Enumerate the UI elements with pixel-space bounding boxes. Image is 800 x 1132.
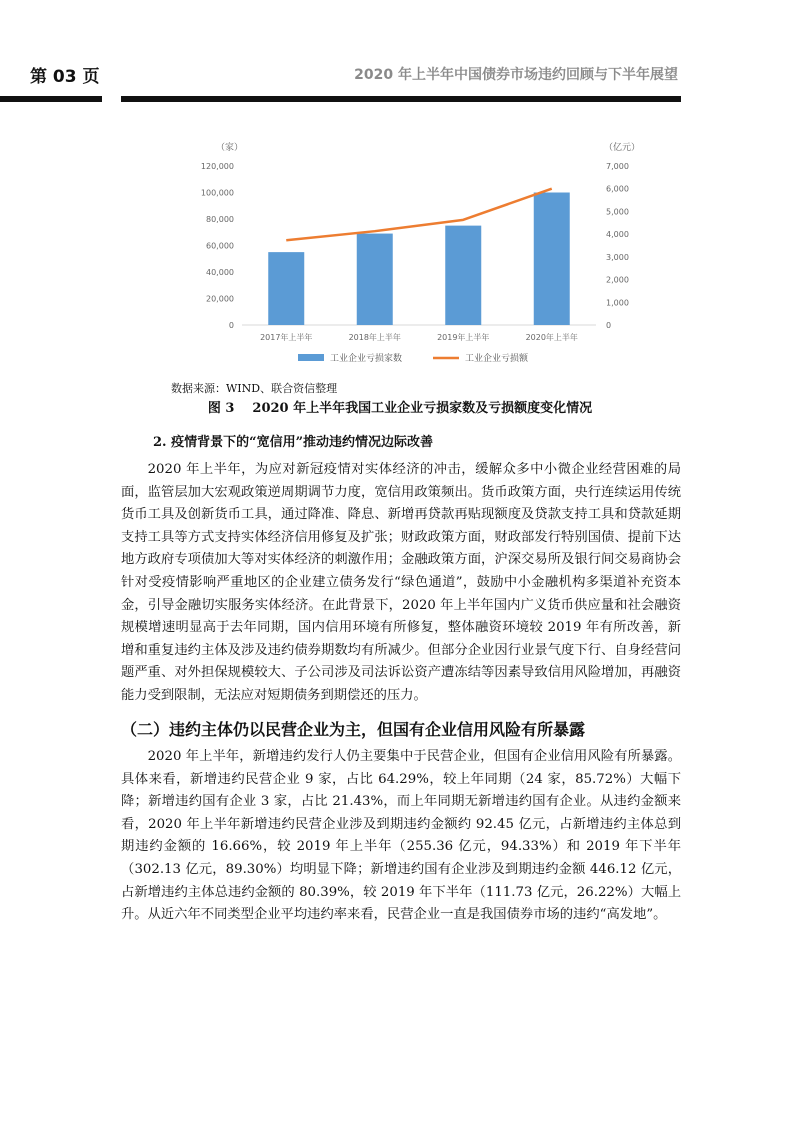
left-axis-unit: （家） — [216, 143, 244, 153]
paragraph-private-enterprises — [121, 746, 681, 927]
legend-swatch-bar — [298, 354, 324, 361]
right-tick-label: 6,000 — [606, 184, 629, 194]
left-tick-label: 80,000 — [206, 215, 234, 224]
right-tick-label: 2,000 — [606, 275, 629, 285]
left-tick-label: 60,000 — [206, 241, 234, 251]
figure-caption — [0, 397, 800, 416]
right-tick-label: 5,000 — [606, 207, 629, 217]
paragraph-text: 2020 年上半年，为应对新冠疫情对实体经济的冲击，缓解众多中小微企业经营困难的局面，监管层加大宏观政策逆周期调节力度，宽信用政策频出。货币政策方面，央行连续运用传统货币工具及创新货币工具，通过降准、降息、新增再贷款再贴现额度及贷款支持工具和贷款延期支持工具等方式支持实体经济信用修复及扩张；财政政策方面，财政部发行特别国债、提前下达地方政府专项债加大等对实体经济的刺激作用；金融政策方面，沪深交易所及银行间交易商协会针对受疫情影响严重地区的企业建立债务发行“绿色通道”，鼓励中小金融机构多渠道补充资本金，引导金融切实服务实体经济。在此背景下，2020 年上半年国内广义货币供应量和社会融资规模增速明显高于去年同期，国内信用环境有所修复，整体融资环境较 2019 年有所改善，新增和重复违约主体及涉及违约债券期数均有所减少。但部分企业因行业景气度下行、自身经营问题严重、对外担保规模较大、子公司涉及司法诉讼资产遭冻结等因素导致信用风险增加，再融资能力受到限制，无法应对短期债务到期偿还的压力。 — [121, 462, 681, 703]
category-label: 2020年上半年 — [525, 333, 578, 342]
header-rule-right — [121, 96, 681, 102]
figure-source: 数据来源：WIND、联合资信整理 — [171, 382, 338, 395]
right-tick-label: 0 — [606, 321, 612, 330]
bar-2 — [357, 234, 393, 325]
category-label: 2017年上半年 — [260, 333, 313, 342]
right-tick-label: 3,000 — [606, 252, 629, 262]
paragraph-text: 2020 年上半年，新增违约发行人仍主要集中于民营企业，但国有企业信用风险有所暴露。具体来看，新增违约民营企业 9 家，占比 64.29%，较上年同期（24 家，85.72%）大幅下降；新增违约国有企业 3 家，占比 21.43%，而上年同期无新增违约国有企业。从违约金额来看，2020 年上半年新增违约民营企业涉及到期违约金额约 92.45 亿元，占新增违约主体总到期违约金额的 16.66%，较 2019 年上半年（255.36 亿元，94.33%）和 2019 年下半年（302.13 亿元，89.30%）均明显下降；新增违约国有企业涉及到期违约金额 446.12 亿元，占新增违约主体总违约金额的 80.39%，较 2019 年下半年（111.73 亿元，26.22%）大幅上升。从近六年不同类型企业平均违约率来看，民营企业一直是我国债券市场的违约“高发地”。 — [121, 749, 681, 923]
legend-label-bar: 工业企业亏损家数 — [330, 354, 403, 364]
loss-chart — [196, 130, 641, 380]
section-heading-private-enterprises: （二）违约主体仍以民营企业为主，但国有企业信用风险有所暴露 — [121, 720, 586, 739]
figure-title: 2020 年上半年我国工业企业亏损家数及亏损额度变化情况 — [252, 401, 593, 416]
page-number: 第 03 页 — [30, 67, 100, 87]
section-heading-wide-credit: 2. 疫情背景下的“宽信用”推动违约情况边际改善 — [153, 435, 434, 450]
left-tick-label: 0 — [228, 321, 234, 330]
left-tick-label: 100,000 — [200, 188, 234, 198]
loss-chart-svg — [196, 130, 641, 380]
right-axis-unit: （亿元） — [604, 143, 641, 153]
legend-label-line: 工业企业亏损额 — [465, 354, 529, 364]
left-tick-label: 40,000 — [206, 268, 234, 277]
right-tick-label: 4,000 — [606, 230, 629, 240]
loss-amount-line — [286, 189, 552, 241]
bar-3 — [445, 226, 481, 325]
bar-1 — [268, 252, 304, 325]
figure-number: 图 3 — [207, 401, 235, 416]
left-tick-label: 120,000 — [200, 162, 234, 171]
document-title: 2020 年上半年中国债券市场违约回顾与下半年展望 — [354, 67, 678, 83]
category-label: 2018年上半年 — [348, 333, 401, 342]
right-tick-label: 1,000 — [606, 298, 629, 308]
paragraph-wide-credit — [121, 459, 681, 708]
category-label: 2019年上半年 — [437, 333, 490, 342]
header-rule-left — [0, 96, 102, 102]
bar-4 — [534, 193, 570, 326]
right-tick-label: 7,000 — [606, 162, 629, 171]
left-tick-label: 20,000 — [206, 294, 234, 304]
